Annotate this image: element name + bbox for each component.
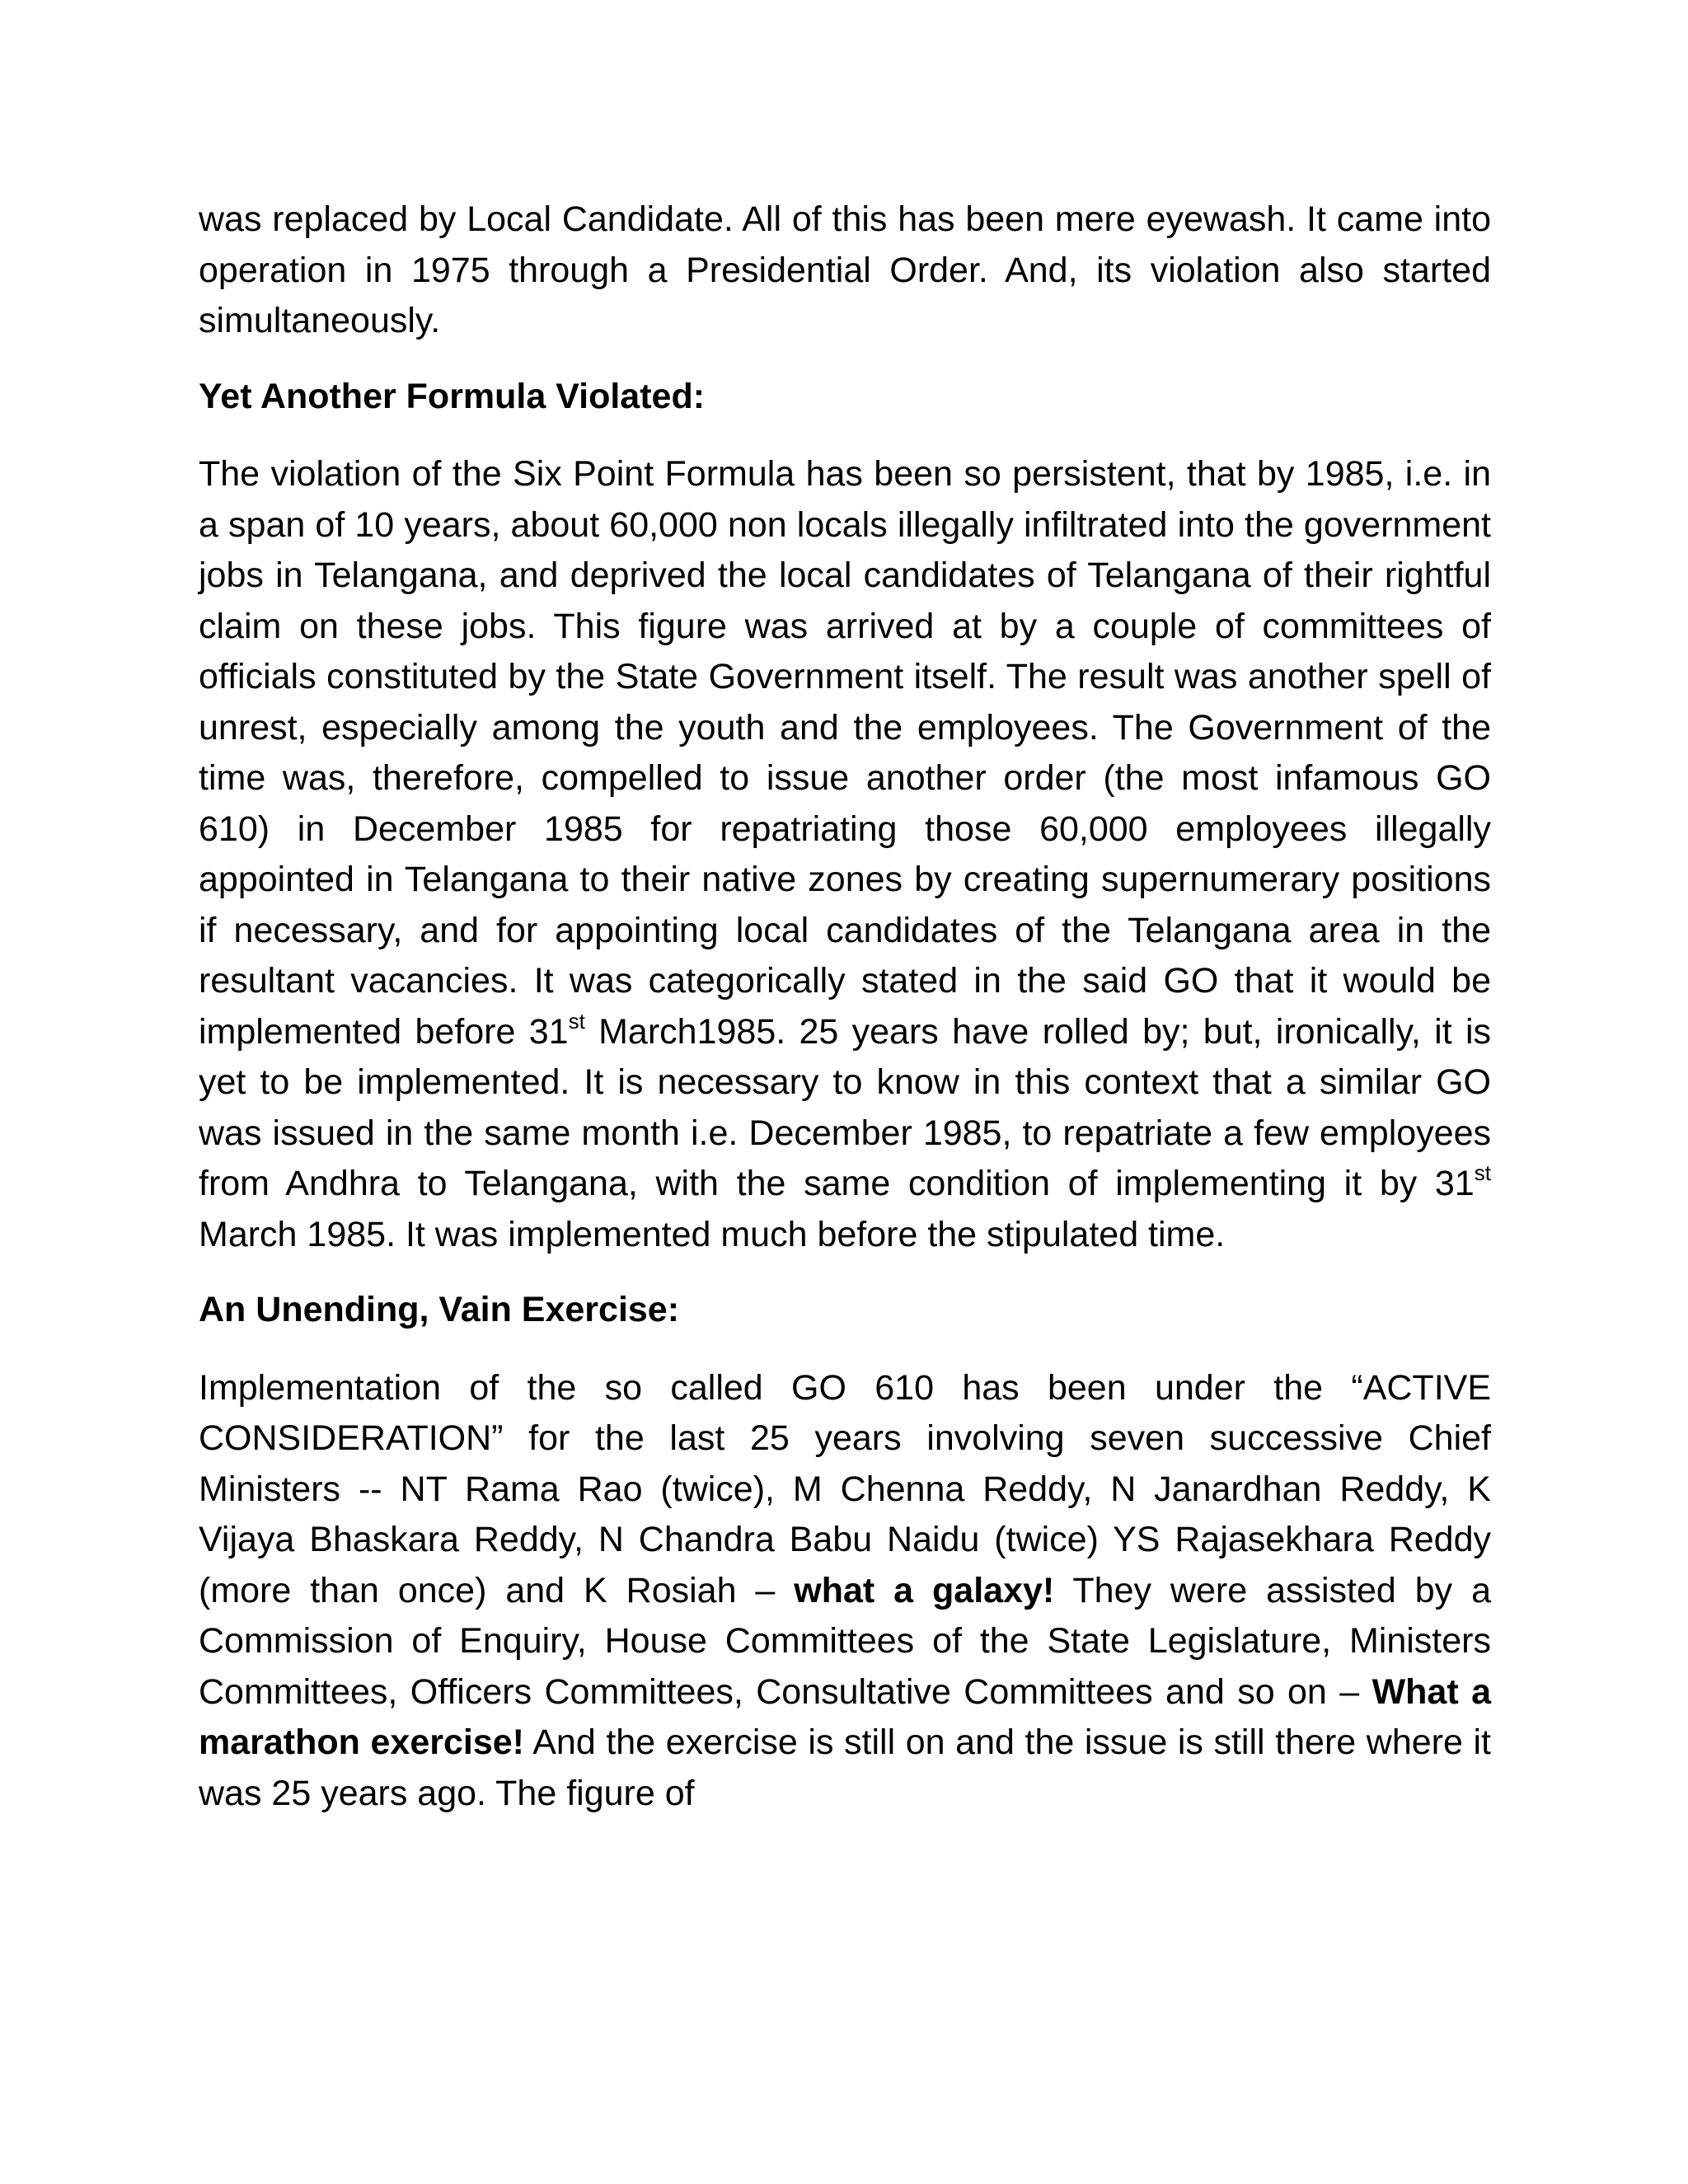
paragraph-intro: was replaced by Local Candidate. All of this has been mere eyewash. It came into operation in 1975 through a Presidential Order. And, its violation also started simultaneously. — [199, 199, 1491, 340]
paragraph-violation-text-1: The violation of the Six Point Formula has been so persistent, that by 1985, i.e. in a span of 10 years, about 60,000 non locals illegally infiltrated into the government jobs in Telangana, and deprived the local candidates of Telangana of their rightful claim on these jobs. This figure was arrived at by a couple of committees of officials constituted by the State Government itself. The result was another spell of unrest, especially among the youth and the employees. The Government of the time was, therefore, compelled to issue another order (the most infamous GO 610) in December 1985 for repatriating those 60,000 employees illegally appointed in Telangana to their native zones by creating supernumerary positions if necessary, and for appointing local candidates of the Telangana area in the resultant vacancies. It was categorically stated in the said GO that it would be implemented before 31 — [199, 454, 1491, 1052]
paragraph-implementation-text-3: And the exercise is still on and the issue is still there where it was 25 years ago. The figure of — [199, 1722, 1491, 1813]
heading-yet-another-formula: Yet Another Formula Violated: — [199, 376, 706, 416]
paragraph-violation-text-3: March 1985. It was implemented much before the stipulated time. — [199, 1214, 1226, 1254]
paragraph-violation — [199, 449, 1491, 1260]
paragraph-implementation — [199, 1363, 1491, 1820]
superscript-st-1: st — [568, 1008, 585, 1033]
emphasis-marathon: What a marathon exercise! — [199, 1671, 1491, 1762]
emphasis-galaxy: what a galaxy! — [794, 1570, 1055, 1610]
paragraph-implementation-text-1: Implementation of the so called GO 610 has been under the “ACTIVE CONSIDERATION” for the last 25 years involving seven successive Chief Ministers -- NT Rama Rao (twice), M Chenna Reddy, N Janardhan Reddy, K Vijaya Bhaskara Reddy, N Chandra Babu Naidu (twice) YS Rajasekhara Reddy (more than once) and K Rosiah – — [199, 1367, 1491, 1610]
heading-unending-exercise: An Unending, Vain Exercise: — [199, 1290, 680, 1329]
paragraph-violation-text-2: March1985. 25 years have rolled by; but, ironically, it is yet to be implemented. It is necessary to know in this context that a similar GO was issued in the same month i.e. December 1985, to repatriate a few employees from Andhra to Telangana, with the same condition of implementing it by 31 — [199, 1011, 1492, 1203]
document-page — [199, 194, 1491, 1819]
paragraph-implementation-text-2: They were assisted by a Commission of Enquiry, House Committees of the State Legislature, Ministers Committees, Officers Committees, Consultative Committees and so on – — [199, 1570, 1492, 1712]
superscript-st-2: st — [1474, 1160, 1491, 1185]
